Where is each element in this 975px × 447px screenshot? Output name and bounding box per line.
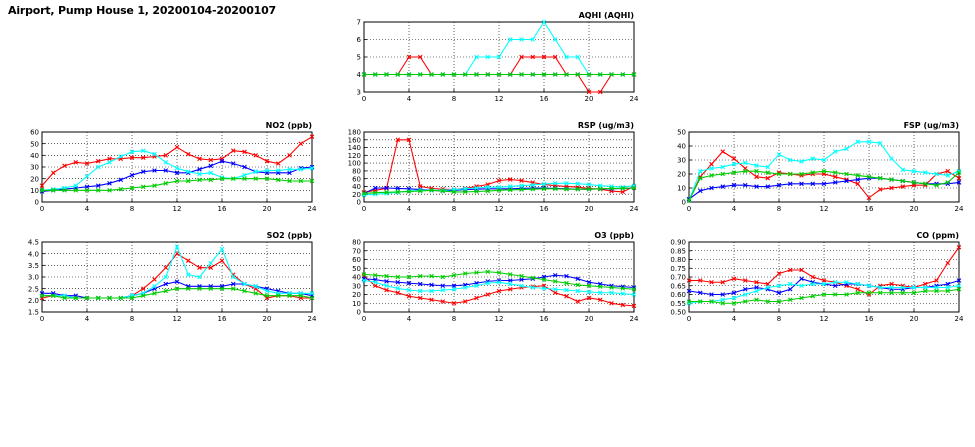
svg-text:20: 20	[352, 291, 361, 300]
svg-text:50: 50	[30, 140, 39, 149]
svg-text:20: 20	[909, 205, 919, 213]
chart-panel-fsp	[655, 118, 965, 218]
svg-text:20: 20	[909, 315, 919, 323]
svg-text:60: 60	[352, 175, 361, 184]
svg-text:4: 4	[84, 315, 90, 323]
svg-text:4: 4	[406, 315, 412, 323]
svg-text:20: 20	[262, 205, 272, 213]
svg-text:20: 20	[584, 95, 594, 103]
svg-text:20: 20	[584, 205, 594, 213]
svg-text:4: 4	[84, 205, 90, 213]
svg-text:0.70: 0.70	[670, 273, 686, 282]
svg-text:40: 40	[677, 142, 686, 151]
svg-text:160: 160	[347, 136, 361, 145]
svg-text:0.90: 0.90	[670, 238, 686, 247]
svg-text:0: 0	[681, 198, 686, 207]
page-title: Airport, Pump House 1, 20200104-20200107	[8, 4, 277, 17]
svg-text:2.0: 2.0	[27, 296, 39, 305]
svg-text:0: 0	[686, 315, 692, 323]
svg-text:40: 40	[352, 183, 361, 192]
svg-text:4: 4	[356, 71, 361, 80]
svg-text:4.0: 4.0	[27, 250, 39, 259]
svg-text:12: 12	[172, 315, 182, 323]
svg-text:16: 16	[539, 95, 549, 103]
svg-text:24: 24	[307, 205, 317, 213]
svg-text:0: 0	[356, 308, 361, 317]
svg-text:20: 20	[584, 315, 594, 323]
svg-text:4: 4	[406, 95, 412, 103]
svg-text:24: 24	[307, 315, 317, 323]
svg-text:12: 12	[819, 315, 829, 323]
svg-text:8: 8	[129, 205, 135, 213]
svg-text:40: 40	[352, 273, 361, 282]
svg-text:12: 12	[819, 205, 829, 213]
svg-text:10: 10	[352, 299, 361, 308]
svg-text:10: 10	[30, 186, 39, 195]
chart-panel-no2	[8, 118, 318, 218]
svg-text:80: 80	[352, 238, 361, 247]
svg-text:3.5: 3.5	[27, 261, 39, 270]
svg-text:4: 4	[731, 205, 737, 213]
svg-text:24: 24	[629, 315, 639, 323]
svg-text:30: 30	[677, 156, 686, 165]
svg-text:16: 16	[539, 315, 549, 323]
svg-text:4.5: 4.5	[27, 238, 39, 247]
chart-panel-o3	[330, 228, 640, 328]
svg-text:12: 12	[494, 95, 504, 103]
svg-text:20: 20	[30, 175, 39, 184]
svg-text:0.80: 0.80	[670, 256, 686, 265]
svg-text:24: 24	[629, 205, 639, 213]
svg-text:4: 4	[406, 205, 412, 213]
svg-text:20: 20	[677, 170, 686, 179]
svg-text:20: 20	[352, 190, 361, 199]
svg-text:50: 50	[352, 264, 361, 273]
svg-text:NO2 (ppb): NO2 (ppb)	[265, 121, 312, 130]
svg-text:16: 16	[539, 205, 549, 213]
svg-text:8: 8	[129, 315, 135, 323]
svg-text:30: 30	[352, 282, 361, 291]
svg-text:0: 0	[39, 205, 45, 213]
svg-text:8: 8	[776, 205, 782, 213]
svg-text:24: 24	[954, 315, 964, 323]
svg-text:30: 30	[30, 163, 39, 172]
svg-text:3.0: 3.0	[27, 273, 39, 282]
svg-text:70: 70	[352, 247, 361, 256]
svg-text:16: 16	[217, 205, 227, 213]
svg-text:4: 4	[731, 315, 737, 323]
svg-text:80: 80	[352, 167, 361, 176]
svg-text:0: 0	[356, 198, 361, 207]
svg-text:60: 60	[352, 256, 361, 265]
svg-text:24: 24	[954, 205, 964, 213]
svg-text:8: 8	[776, 315, 782, 323]
svg-text:0: 0	[361, 315, 367, 323]
svg-text:FSP (ug/m3): FSP (ug/m3)	[903, 121, 959, 130]
svg-text:RSP (ug/m3): RSP (ug/m3)	[577, 121, 634, 130]
svg-text:100: 100	[347, 159, 361, 168]
svg-text:0: 0	[34, 198, 39, 207]
svg-text:16: 16	[864, 315, 874, 323]
svg-text:6: 6	[356, 36, 361, 45]
svg-text:24: 24	[629, 95, 639, 103]
chart-panel-co	[655, 228, 965, 328]
svg-text:20: 20	[262, 315, 272, 323]
svg-text:O3 (ppb): O3 (ppb)	[594, 231, 634, 240]
svg-text:12: 12	[494, 205, 504, 213]
svg-text:0: 0	[361, 95, 367, 103]
svg-text:140: 140	[347, 144, 361, 153]
svg-text:3: 3	[356, 88, 361, 97]
chart-panel-aqhi	[330, 8, 640, 108]
svg-text:0: 0	[686, 205, 692, 213]
svg-text:50: 50	[677, 128, 686, 137]
svg-text:8: 8	[451, 315, 457, 323]
svg-text:1.5: 1.5	[27, 308, 39, 317]
svg-text:0.60: 0.60	[670, 291, 686, 300]
svg-text:40: 40	[30, 151, 39, 160]
svg-text:12: 12	[172, 205, 182, 213]
svg-text:CO (ppm): CO (ppm)	[916, 231, 959, 240]
svg-text:SO2 (ppb): SO2 (ppb)	[266, 231, 312, 240]
svg-text:0: 0	[39, 315, 45, 323]
svg-text:120: 120	[347, 151, 361, 160]
svg-text:0.50: 0.50	[670, 308, 686, 317]
svg-text:16: 16	[864, 205, 874, 213]
chart-panel-so2	[8, 228, 318, 328]
chart-panel-rsp	[330, 118, 640, 218]
svg-text:60: 60	[30, 128, 39, 137]
svg-text:12: 12	[494, 315, 504, 323]
svg-text:180: 180	[347, 128, 361, 137]
svg-text:5: 5	[356, 53, 361, 62]
svg-text:16: 16	[217, 315, 227, 323]
svg-text:0.85: 0.85	[670, 247, 686, 256]
svg-text:0: 0	[361, 205, 367, 213]
svg-text:AQHI (AQHI): AQHI (AQHI)	[578, 11, 634, 20]
svg-text:0.55: 0.55	[670, 299, 686, 308]
svg-text:8: 8	[451, 205, 457, 213]
svg-text:0.75: 0.75	[670, 264, 686, 273]
svg-text:2.5: 2.5	[27, 285, 39, 294]
svg-text:10: 10	[677, 184, 686, 193]
svg-text:0.65: 0.65	[670, 282, 686, 291]
svg-text:8: 8	[451, 95, 457, 103]
svg-text:7: 7	[356, 18, 361, 27]
